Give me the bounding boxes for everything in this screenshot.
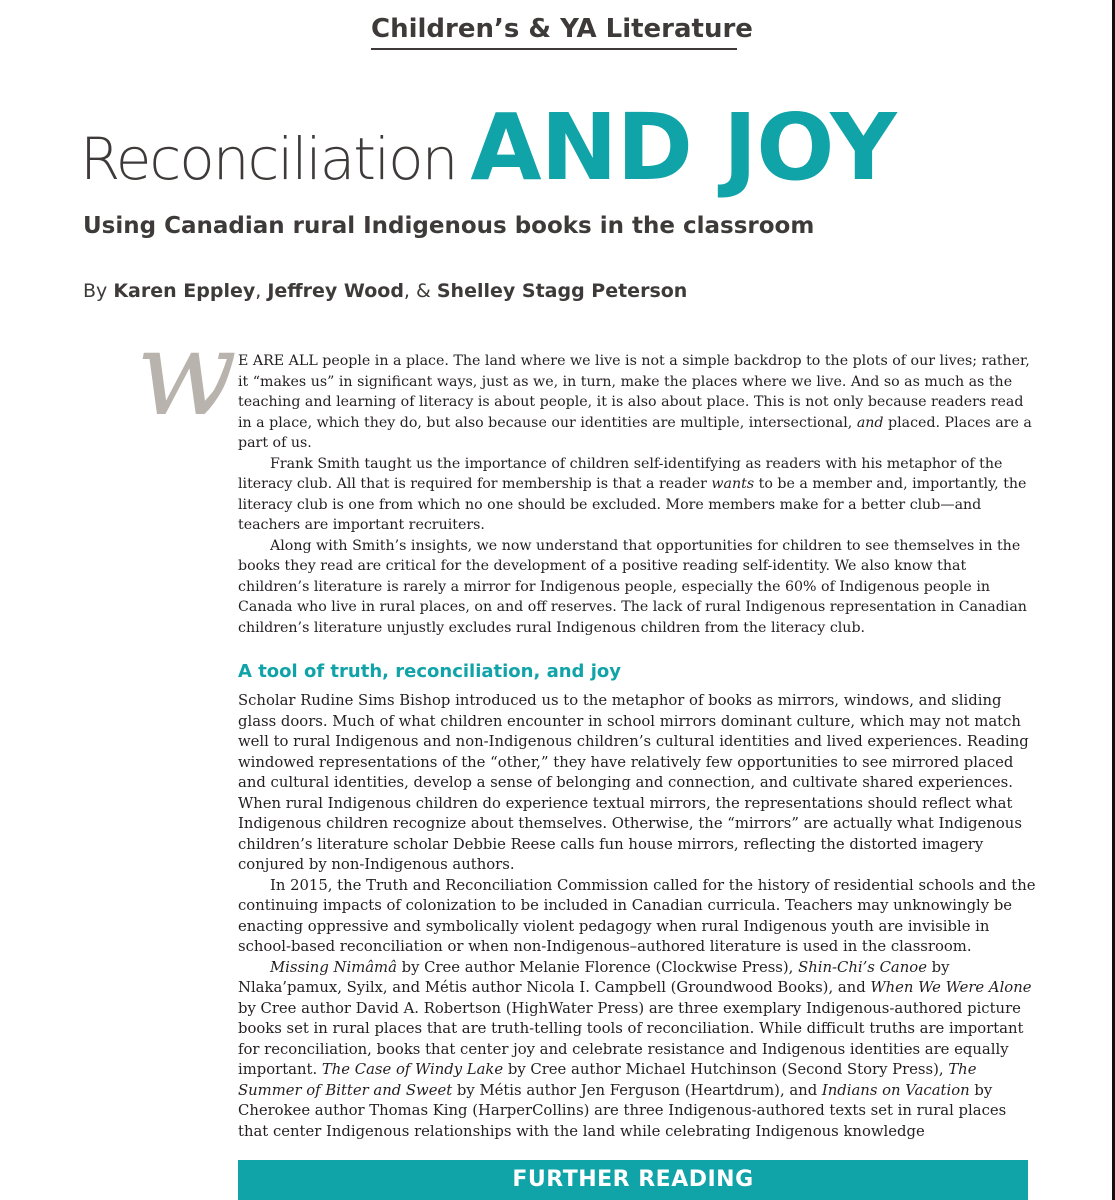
section-paragraph-1: Scholar Rudine Sims Bishop introduced us to the metaphor of books as mirrors, windows, and sliding glass doors. Much of what children encounter in school mirrors dominant culture, which may not match well to rural Indigenous and non-Indigenous children’s cultural identities and lived experiences. Reading windowed representations of the “other,” they have relatively few opportunities to see mirrored placed and cultural identities, develop a sense of belonging and connection, and cultivate shared experiences. When rural Indigenous children do experience textual mirrors, the representations should reflect what Indigenous children recognize about themselves. Otherwise, the “mirrors” are actually what Indigenous children’s literature scholar Debbie Reese calls fun house mirrors, reflecting the distorted imagery conjured by non-Indigenous authors. [238, 692, 1029, 873]
intro-p1-text: E ARE ALL people in a place. The land where we live is not a simple backdrop to the plots of our lives; rather, it “makes us” in significant ways, just as we, in turn, make the places where we live. And so as much as the teaching and learning of literacy is about people, it is also about place. This is not only because readers read in a place, which they do, but also because our identities are multiple, intersectional, [238, 353, 1030, 431]
title-light: Reconciliation [80, 125, 457, 193]
section-text [238, 691, 1038, 1142]
book-title-6: Indians on Vacation [821, 1081, 970, 1099]
section-paragraph-2: In 2015, the Truth and Reconciliation Commission called for the history of residential schools and the continuing impacts of colonization to be included in Canadian curricula. Teachers may unknowingly be enacting oppressive and symbolically violent pedagogy when rural Indigenous youth are invisible in school-based reconciliation or when non-Indigenous–authored literature is used in the classroom. [238, 876, 1036, 955]
author-2: Jeffrey Wood [267, 280, 404, 302]
intro-paragraph-1 [238, 351, 1038, 454]
book-title-1: Missing Nimâmâ [270, 958, 397, 976]
intro-text [238, 351, 1038, 638]
p3-text-1: by Cree author Melanie Florence (Clockwise Press), [401, 958, 794, 976]
intro-p1-em: and [856, 414, 884, 431]
intro-p2-em: wants [711, 476, 755, 492]
p3-text-6: by Cherokee author Thomas King (HarperCollins) are three Indigenous-authored texts set in rural places that center Indigenous relationships with the land while celebrating Indigenous knowledge [238, 1081, 1007, 1140]
intro-p2-text: Frank Smith taught us the importance of children self-identifying as readers with his metaphor of the literacy club. All that is required for membership is that a reader [238, 455, 1003, 492]
p3-text-4: by Cree author Michael Hutchinson (Second Story Press), [507, 1061, 944, 1078]
byline-prefix: By [83, 280, 108, 302]
drop-cap: w [136, 304, 238, 442]
book-title-2: Shin-Chi’s Canoe [798, 958, 927, 976]
p3-text-3: by Cree author David A. Robertson (HighWater Press) are three exemplary Indigenous-authored picture books set in rural places that are truth-telling tools of reconciliation. While difficult truths are important for reconciliation, books that center joy and celebrate resistance and Indigenous identities are equally important. [238, 999, 1024, 1078]
author-1: Karen Eppley [113, 280, 256, 302]
intro-paragraph-2 [238, 454, 1038, 536]
byline-sep-1: , [255, 280, 262, 302]
author-3: Shelley Stagg Peterson [436, 280, 688, 302]
article-subtitle: Using Canadian rural Indigenous books in the classroom [83, 213, 815, 239]
further-reading-bar: FURTHER READING [238, 1160, 1028, 1200]
intro-p2-end: to be a member and, importantly, the literacy club is one from which no one should be excluded. More members make for a better club—and teachers are important recruiters. [238, 476, 1027, 533]
p3-text-5: by Métis author Jen Ferguson (Heartdrum), and [456, 1081, 818, 1099]
section-heading: A tool of truth, reconciliation, and joy [238, 661, 621, 682]
book-title-4: The Case of Windy Lake [321, 1061, 504, 1078]
intro-p1-end: placed. Places are a part of us. [238, 414, 1032, 451]
section-paragraph-3 [238, 958, 1038, 1143]
book-title-3: When We Were Alone [870, 979, 1032, 996]
section-label: Children’s & YA Literature [371, 14, 737, 50]
title-bold: AND JOY [470, 94, 896, 201]
p3-text-2: by Nlaka’pamux, Syilx, and Métis author Nicola I. Campbell (Groundwood Books), and [238, 958, 950, 996]
intro-paragraph-3: Along with Smith’s insights, we now understand that opportunities for children to see themselves in the books they read are critical for the development of a positive reading self-identity. We also know that children’s literature is rarely a mirror for Indigenous people, especially the 60% of Indigenous people in Canada who live in rural places, on and off reserves. The lack of rural Indigenous representation in Canadian children’s literature unjustly excludes rural Indigenous children from the literacy club. [238, 537, 1027, 636]
byline [83, 280, 687, 302]
byline-sep-2: , & [403, 280, 431, 302]
book-title-5: The Summer of Bitter and Sweet [238, 1061, 977, 1099]
